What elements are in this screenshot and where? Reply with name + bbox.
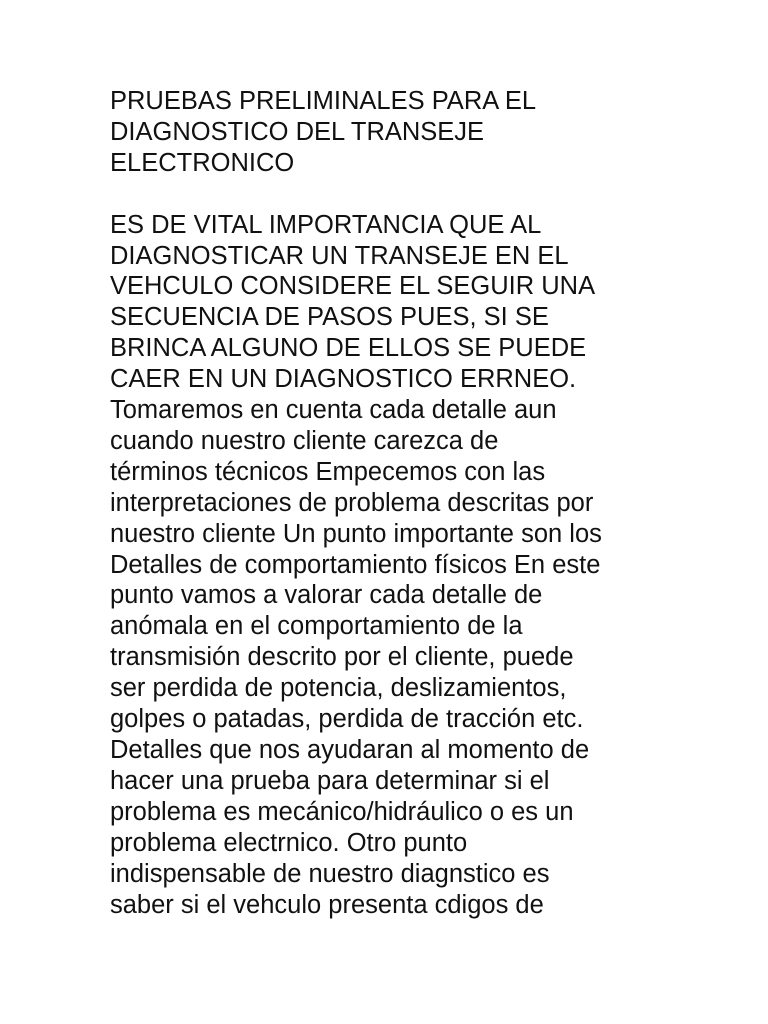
document-title — [110, 86, 730, 179]
body-line: golpes o patadas, perdida de tracción etc. — [110, 705, 584, 734]
title-line: ELECTRONICO — [110, 148, 295, 177]
body-line: punto vamos a valorar cada detalle de — [110, 581, 543, 610]
body-line: interpretaciones de problema descritas por — [110, 488, 594, 517]
body-line: Tomaremos en cuenta cada detalle aun — [110, 396, 557, 425]
paragraph-gap — [110, 179, 730, 210]
body-line: Detalles de comportamiento físicos En este — [110, 550, 601, 579]
body-line: BRINCA ALGUNO DE ELLOS SE PUEDE — [110, 334, 587, 363]
body-line: cuando nuestro cliente carezca de — [110, 426, 499, 455]
body-line: problema electrnico. Otro punto — [110, 828, 468, 857]
body-line: CAER EN UN DIAGNOSTICO ERRNEO. — [110, 365, 577, 394]
body-line: hacer una prueba para determinar si el — [110, 766, 550, 795]
body-line: ser perdida de potencia, deslizamientos, — [110, 674, 567, 703]
body-line: nuestro cliente Un punto importante son los — [110, 519, 602, 548]
document-page — [110, 86, 730, 920]
document-body — [110, 210, 730, 921]
body-line: indispensable de nuestro diagnstico es — [110, 859, 550, 888]
title-line: PRUEBAS PRELIMINALES PARA EL — [110, 87, 537, 115]
body-line: términos técnicos Empecemos con las — [110, 457, 546, 486]
body-line: problema es mecánico/hidráulico o es un — [110, 797, 574, 826]
body-line: ES DE VITAL IMPORTANCIA QUE AL — [110, 210, 542, 239]
body-line: saber si el vehculo presenta cdigos de — [110, 890, 544, 919]
body-line: SECUENCIA DE PASOS PUES, SI SE — [110, 303, 549, 332]
body-line: VEHCULO CONSIDERE EL SEGUIR UNA — [110, 272, 596, 301]
body-line: Detalles que nos ayudaran al momento de — [110, 736, 590, 765]
title-line: DIAGNOSTICO DEL TRANSEJE — [110, 117, 485, 146]
body-line: transmisión descrito por el cliente, puede — [110, 643, 574, 672]
body-line: DIAGNOSTICAR UN TRANSEJE EN EL — [110, 241, 569, 270]
body-line: anómala en el comportamiento de la — [110, 612, 523, 641]
